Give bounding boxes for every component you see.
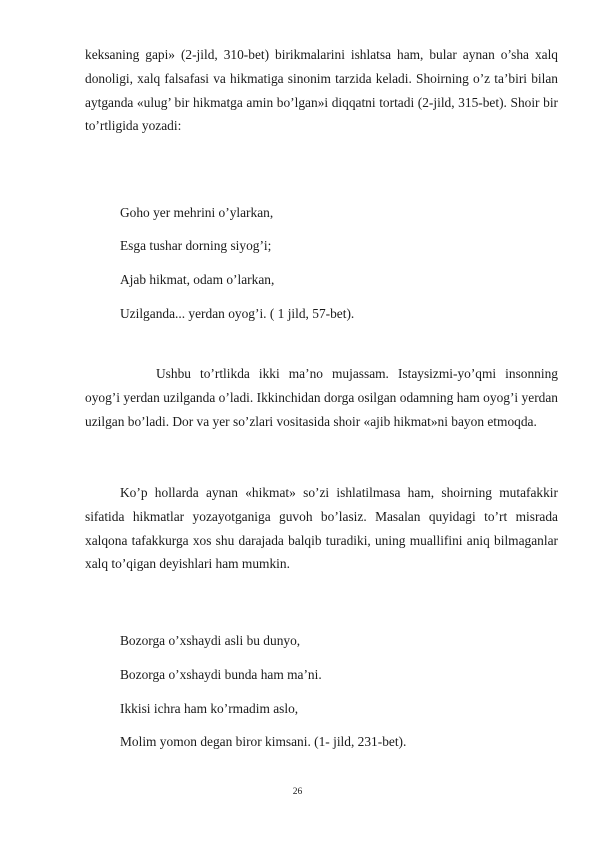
verse-line: Esga tushar dorning siyog’i; xyxy=(120,238,272,253)
verse-line: Goho yer mehrini o’ylarkan, xyxy=(120,205,274,220)
verse-line: Bozorga o’xshaydi bunda ham ma’ni. xyxy=(120,667,322,682)
paragraph-intro: keksaning gapi» (2-jild, 310-bet) birikmalarini ishlatsa ham, bular aynan o’sha xalq donoligi, xalq falsafasi va hikmatiga sinonim tarzida keladi. Shoirning o’z ta’biri bilan aytganda «ulug’ bir hikmatga amin bo’lgan»i diqqatni tortadi (2-jild, 315-bet). Shoir bir to’rtligida yozadi: xyxy=(85,47,558,134)
verse-line: Bozorga o’xshaydi asli bu dunyo, xyxy=(120,633,301,648)
verse-line: Molim yomon degan biror kimsani. (1- jild, 231-bet). xyxy=(120,734,407,749)
verse-line: Ikkisi ichra ham ko’rmadim aslo, xyxy=(120,701,299,716)
paragraph-analysis: Ushbu to’rtlikda ikki ma’no mujassam. Istaysizmi-yo’qmi insonning oyog’i yerdan uzilganda o’ladi. Ikkinchidan dorga osilgan odamning ham oyog’i yerdan uzilgan bo’ladi. Dor va yer so’zlari vositasida shoir «ajib hikmat»ni bayon etmoqda. xyxy=(85,366,558,429)
verse-line: Uzilganda... yerdan oyog’i. ( 1 jild, 57-bet). xyxy=(120,306,355,321)
paragraph-hikmat: Ko’p hollarda aynan «hikmat» so’zi ishlatilmasa ham, shoirning mutafakkir sifatida hikmatlar yozayotganiga guvoh bo’lasiz. Masalan quyidagi to’rt misrada xalqona tafakkurga xos shu darajada balqib turadiki, uning muallifini aniq bilmaganlar xalq to’qigan deyishlari ham mumkin. xyxy=(85,485,558,572)
page-number: 26 xyxy=(292,787,303,797)
verse-line: Ajab hikmat, odam o’larkan, xyxy=(120,272,275,287)
